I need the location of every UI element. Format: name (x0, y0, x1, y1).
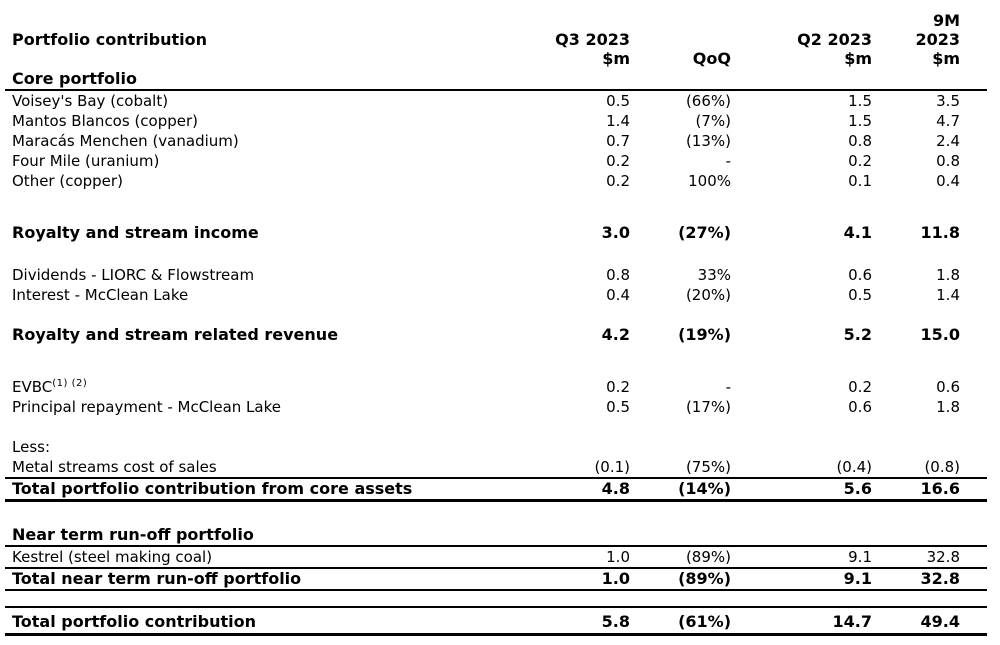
total-row (5, 325, 987, 345)
cell-q3-2023: 4.2 (601, 325, 630, 344)
cell-q3-2023: 0.2 (606, 172, 630, 190)
cell-q2-2023: (0.4) (836, 458, 872, 476)
column-header-qoq: QoQ (692, 49, 731, 68)
table-row (5, 111, 987, 131)
cell-qoq: (61%) (678, 612, 731, 631)
row-label: Near term run-off portfolio (12, 525, 254, 544)
cell-qoq (630, 68, 731, 89)
table-row (5, 171, 987, 191)
cell-9m-2023: 0.6 (936, 378, 960, 396)
column-unit-q3: $m (602, 49, 630, 68)
cell-q2-2023: 5.6 (843, 479, 872, 498)
column-unit-q2: $m (844, 49, 872, 68)
table-header-line1 (5, 12, 987, 30)
row-label: Other (copper) (12, 172, 123, 190)
cell-q2-2023: 0.1 (848, 172, 872, 190)
footnote-marker: (1) (2) (52, 378, 88, 389)
cell-q2-2023: 14.7 (832, 612, 872, 631)
row-label: Total near term run-off portfolio (12, 569, 302, 588)
cell-qoq: 100% (688, 172, 731, 190)
cell-qoq: (7%) (695, 112, 731, 130)
cell-q3-2023: 0.8 (606, 266, 630, 284)
row-spacer (5, 417, 987, 437)
row-spacer (5, 191, 987, 223)
cell-9m-2023: 1.4 (936, 286, 960, 304)
cell-9m-2023: 3.5 (936, 92, 960, 110)
cell-q3-2023: 0.4 (606, 286, 630, 304)
row-label: Dividends - LIORC & Flowstream (12, 266, 255, 284)
cell-q3-2023: 0.5 (606, 92, 630, 110)
row-spacer (5, 345, 987, 377)
section-row (5, 68, 987, 91)
cell-9m-2023: 4.7 (936, 112, 960, 130)
cell-q2-2023: 9.1 (843, 569, 872, 588)
row-label: Less: (12, 438, 51, 456)
table-row (5, 285, 987, 305)
column-header-9m-year: 2023 (915, 30, 960, 49)
cell-q3-2023: 4.8 (601, 479, 630, 498)
table-header-line2 (5, 30, 987, 49)
cell-qoq: (89%) (678, 569, 731, 588)
total-row (5, 569, 987, 591)
cell-qoq: (75%) (685, 458, 731, 476)
cell-9m-2023 (872, 524, 960, 545)
table-row (5, 547, 987, 569)
row-label: Maracás Menchen (vanadium) (12, 132, 239, 150)
cell-qoq: (27%) (678, 223, 731, 242)
cell-q3-2023 (510, 524, 630, 545)
table-row (5, 397, 987, 417)
column-header-9m: 9M (932, 11, 960, 30)
row-label: Kestrel (steel making coal) (12, 548, 213, 566)
cell-q3-2023: 1.0 (606, 548, 630, 566)
cell-q3-2023: 0.2 (606, 378, 630, 396)
column-header-q2-2023: Q2 2023 (797, 30, 872, 49)
cell-qoq: - (725, 378, 731, 396)
row-label: Royalty and stream income (12, 223, 259, 242)
total-row (5, 606, 987, 636)
cell-9m-2023: 1.8 (936, 266, 960, 284)
cell-q2-2023: 9.1 (848, 548, 872, 566)
cell-q3-2023: 1.4 (606, 112, 630, 130)
cell-q3-2023: 5.8 (601, 612, 630, 631)
row-label: Metal streams cost of sales (12, 458, 217, 476)
cell-q2-2023: 0.6 (848, 266, 872, 284)
portfolio-contribution-table (5, 12, 987, 636)
cell-q2-2023: 0.5 (848, 286, 872, 304)
row-label: Four Mile (uranium) (12, 152, 160, 170)
cell-qoq: (17%) (685, 398, 731, 416)
total-row (5, 479, 987, 502)
row-label: Voisey's Bay (cobalt) (12, 92, 169, 110)
row-label: Interest - McClean Lake (12, 286, 189, 304)
cell-q2-2023: 0.6 (848, 398, 872, 416)
cell-q2-2023: 0.8 (848, 132, 872, 150)
cell-qoq: (20%) (685, 286, 731, 304)
cell-qoq: (13%) (685, 132, 731, 150)
cell-q3-2023: (0.1) (594, 458, 630, 476)
cell-q2-2023 (731, 68, 872, 89)
row-label: Total portfolio contribution (12, 612, 256, 631)
row-spacer (5, 502, 987, 524)
row-label: Royalty and stream related revenue (12, 325, 339, 344)
cell-q2-2023: 1.5 (848, 92, 872, 110)
header-spacer (12, 12, 510, 30)
table-row (5, 457, 987, 479)
cell-9m-2023 (872, 68, 960, 89)
table-header-line3 (5, 49, 987, 68)
cell-q3-2023: 0.7 (606, 132, 630, 150)
total-row (5, 223, 987, 243)
cell-9m-2023: 0.8 (936, 152, 960, 170)
cell-q2-2023: 1.5 (848, 112, 872, 130)
cell-9m-2023: 15.0 (920, 325, 960, 344)
cell-qoq: 33% (697, 266, 731, 284)
row-label: Total portfolio contribution from core assets (12, 479, 413, 498)
cell-qoq: (89%) (685, 548, 731, 566)
column-header-q3-2023: Q3 2023 (555, 30, 630, 49)
row-label: Mantos Blancos (copper) (12, 112, 199, 130)
cell-qoq (630, 437, 731, 457)
row-label: Principal repayment - McClean Lake (12, 398, 281, 416)
row-label: Core portfolio (12, 69, 137, 88)
cell-q2-2023 (731, 524, 872, 545)
cell-q2-2023 (731, 437, 872, 457)
cell-qoq: (19%) (678, 325, 731, 344)
cell-9m-2023 (872, 437, 960, 457)
cell-qoq: (66%) (685, 92, 731, 110)
row-spacer (5, 243, 987, 265)
table-row (5, 265, 987, 285)
table-row (5, 131, 987, 151)
cell-q3-2023: 1.0 (601, 569, 630, 588)
cell-qoq (630, 524, 731, 545)
cell-q3-2023: 0.2 (606, 152, 630, 170)
cell-qoq: (14%) (678, 479, 731, 498)
table-row (5, 377, 987, 397)
section-row (5, 524, 987, 547)
column-unit-9m: $m (932, 49, 960, 68)
cell-9m-2023: 0.4 (936, 172, 960, 190)
cell-q3-2023: 0.5 (606, 398, 630, 416)
cell-q2-2023: 0.2 (848, 378, 872, 396)
cell-9m-2023: 49.4 (920, 612, 960, 631)
cell-q3-2023 (510, 68, 630, 89)
cell-9m-2023: 11.8 (920, 223, 960, 242)
cell-9m-2023: 1.8 (936, 398, 960, 416)
cell-q3-2023: 3.0 (601, 223, 630, 242)
row-spacer (5, 591, 987, 606)
table-row (5, 437, 987, 457)
cell-q2-2023: 4.1 (843, 223, 872, 242)
cell-9m-2023: 32.8 (920, 569, 960, 588)
cell-q3-2023 (510, 437, 630, 457)
table-body (5, 68, 987, 636)
row-label: $EVBC^{(1) (2)}$ (12, 378, 88, 396)
cell-q2-2023: 0.2 (848, 152, 872, 170)
cell-9m-2023: 2.4 (936, 132, 960, 150)
cell-qoq: - (725, 152, 731, 170)
cell-9m-2023: 32.8 (926, 548, 960, 566)
table-title: Portfolio contribution (12, 30, 207, 49)
cell-q2-2023: 5.2 (843, 325, 872, 344)
row-spacer (5, 305, 987, 325)
table-row (5, 91, 987, 111)
cell-9m-2023: (0.8) (924, 458, 960, 476)
cell-9m-2023: 16.6 (920, 479, 960, 498)
table-row (5, 151, 987, 171)
